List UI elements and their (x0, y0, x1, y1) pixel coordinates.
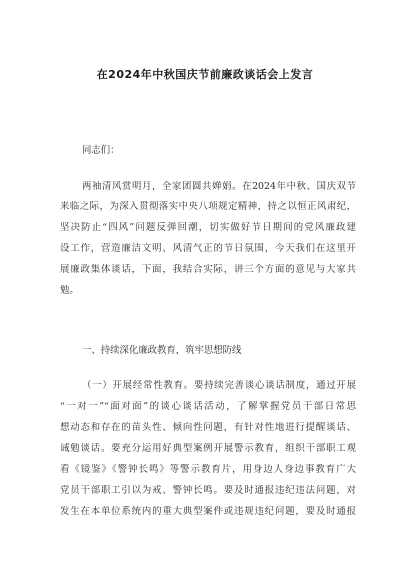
paragraph-line: 展廉政集体谈话，下面，我结合实际，讲三个方面的意见与大家共 (60, 264, 356, 275)
paragraph-line: 坚决防止“四风”问题反弹回潮，切实做好节日期间的党风廉政建 (60, 222, 356, 233)
paragraph-line: 发生在本单位系统内的重大典型案件或违规违纪问题，要及时通报 (60, 506, 356, 517)
section-heading: 一、持续深化廉政教育，筑牢思想防线 (82, 345, 242, 356)
paragraph-line: “一对一”“面对面”的谈心谈话活动，了解掌握党员干部日常思 (60, 401, 356, 412)
paragraph-line: 看《镜鉴》《警钟长鸣》等警示教育片，用身边人身边事教育广大 (60, 464, 356, 475)
paragraph-line: 来临之际，为深入贯彻落实中央八项规定精神，持之以恒正风肃纪， (60, 201, 356, 212)
paragraph-line: 设工作，营造廉洁文明、风清气正的节日氛围，今天我们在这里开 (60, 243, 356, 254)
paragraph-line: 党员干部职工引以为戒、警钟长鸣。要及时通报违纪违法问题，对 (60, 485, 356, 496)
paragraph-line: （一）开展经常性教育。要持续完善谈心谈话制度，通过开展 (82, 380, 356, 391)
paragraph-line: 诫勉谈话。要充分运用好典型案例开展警示教育，组织干部职工观 (60, 443, 356, 454)
paragraph-line: 勉。 (60, 285, 79, 296)
greeting: 同志们： (82, 145, 120, 156)
document-title: 在2024年中秋国庆节前廉政谈话会上发言 (96, 68, 314, 81)
paragraph-line: 两袖清风赏明月，全家团圆共婵娟。在2024年中秋、国庆双节 (82, 181, 356, 192)
paragraph-line: 想动态和存在的苗头性、倾向性问题，有针对性地进行提醒谈话、 (60, 422, 356, 433)
